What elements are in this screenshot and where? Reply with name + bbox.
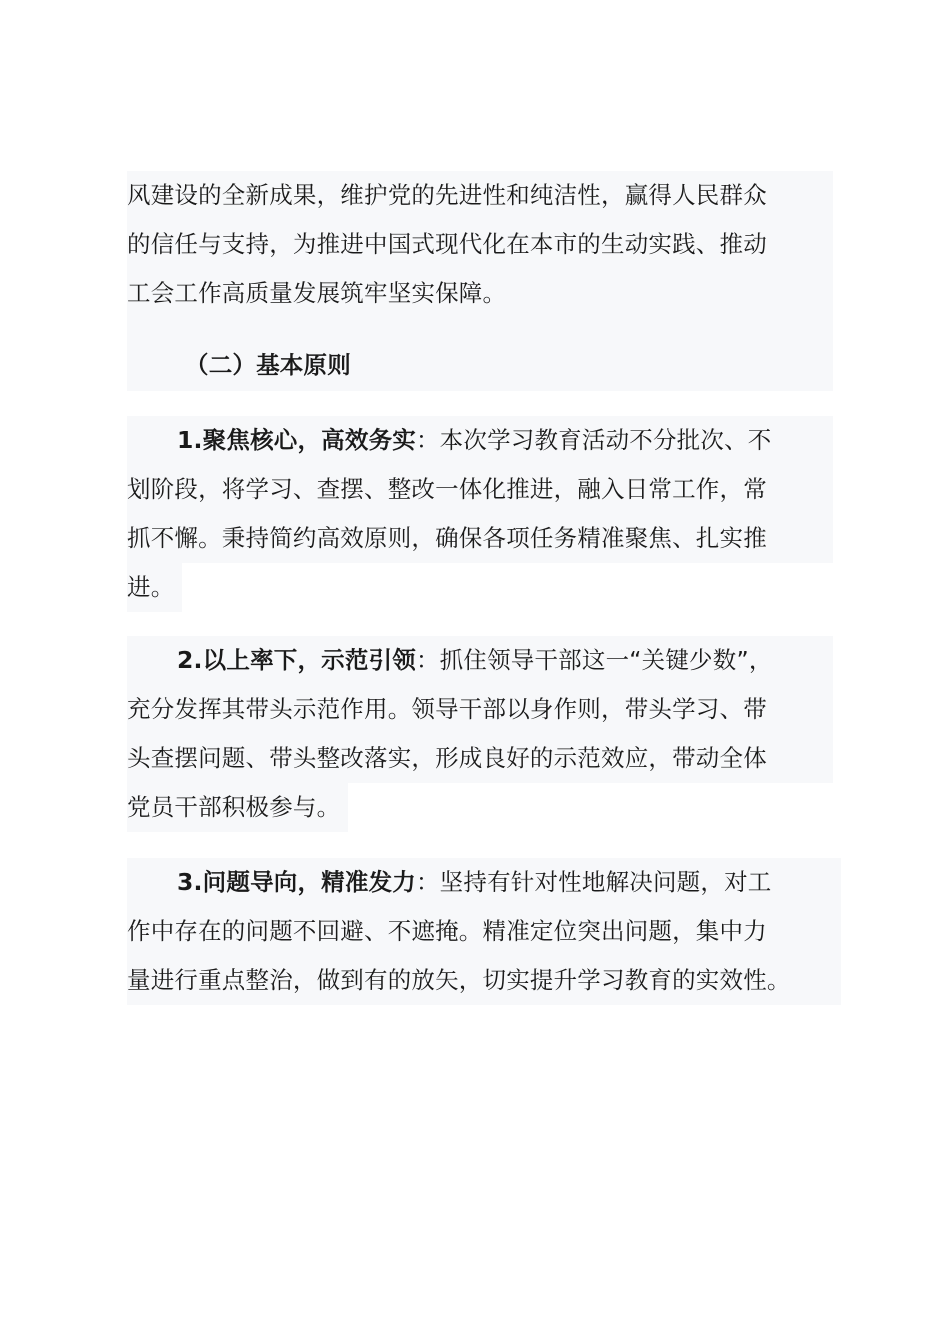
principle-first-line bbox=[127, 416, 833, 465]
principle-title: 2.以上率下，示范引领 bbox=[177, 646, 416, 674]
principle-line: 划阶段，将学习、查摆、整改一体化推进，融入日常工作，常 bbox=[127, 465, 833, 514]
principle-line: 进。 bbox=[127, 563, 182, 612]
principle-line: 量进行重点整治，做到有的放矢，切实提升学习教育的实效性。 bbox=[127, 956, 841, 1005]
section-heading: （二）基本原则 bbox=[185, 351, 351, 379]
principle-paragraph-3 bbox=[127, 858, 841, 1005]
intro-line: 的信任与支持，为推进中国式现代化在本市的生动实践、推动 bbox=[127, 230, 767, 258]
principle-text: ：抓住领导干部这一“关键少数”， bbox=[415, 646, 773, 674]
principle-paragraph-2 bbox=[127, 636, 833, 832]
principle-title: 3.问题导向，精准发力 bbox=[177, 868, 416, 896]
principle-first-line bbox=[127, 636, 833, 685]
intro-line: 工会工作高质量发展筑牢坚实保障。 bbox=[127, 279, 507, 307]
principle-line: 党员干部积极参与。 bbox=[127, 783, 348, 832]
principle-line: 作中存在的问题不回避、不遮掩。精准定位突出问题，集中力 bbox=[127, 907, 841, 956]
principle-line: 充分发挥其带头示范作用。领导干部以身作则，带头学习、带 bbox=[127, 685, 833, 734]
intro-line: 风建设的全新成果，维护党的先进性和纯洁性，赢得人民群众 bbox=[127, 181, 767, 209]
principle-text: ：坚持有针对性地解决问题，对工 bbox=[415, 868, 772, 896]
principle-text: ：本次学习教育活动不分批次、不 bbox=[415, 426, 772, 454]
principle-paragraph-1 bbox=[127, 416, 833, 612]
principle-line: 头查摆问题、带头整改落实，形成良好的示范效应，带动全体 bbox=[127, 734, 833, 783]
principle-first-line bbox=[127, 858, 841, 907]
principle-title: 1.聚焦核心，高效务实 bbox=[177, 426, 416, 454]
intro-paragraph bbox=[127, 171, 833, 391]
principle-line: 抓不懈。秉持简约高效原则，确保各项任务精准聚焦、扎实推 bbox=[127, 514, 833, 563]
